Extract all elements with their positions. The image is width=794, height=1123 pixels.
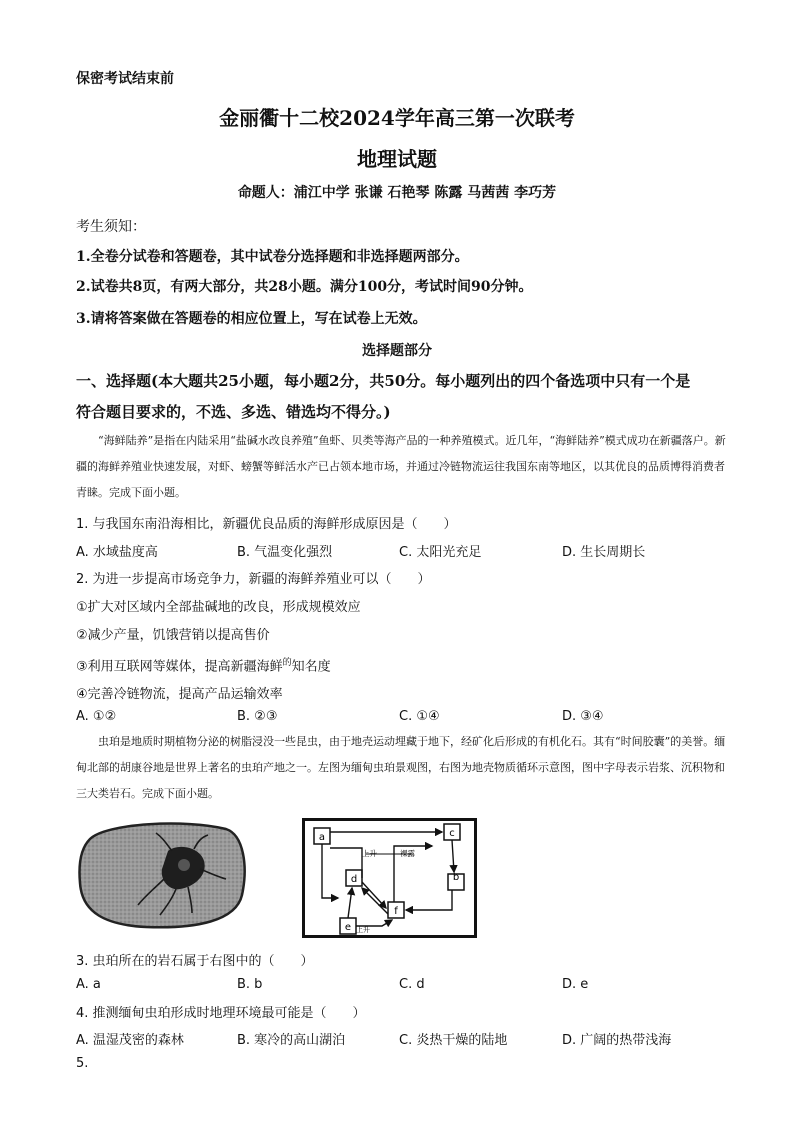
rock-cycle-diagram — [302, 818, 477, 938]
node-e: e — [344, 922, 352, 933]
question-2-stem: 2. 为进一步提高市场竞争力，新疆的海鲜养殖业可以（ ） — [76, 572, 431, 587]
q2-option-b: B. ②③ — [237, 709, 278, 724]
q3-option-c: C. d — [399, 977, 425, 992]
question-3-stem: 3. 虫珀所在的岩石属于右图中的（ ） — [76, 954, 314, 969]
question-5-stem: 5. — [76, 1056, 89, 1071]
q1-option-a: A. 水域盐度高 — [76, 545, 158, 560]
node-d: d — [350, 874, 358, 885]
q1-option-d: D. 生长周期长 — [562, 545, 646, 560]
question-1-stem: 1. 与我国东南沿海相比，新疆优良品质的海鲜形成原因是（ ） — [76, 517, 457, 532]
part1-instructions-line1: 一、选择题(本大题共25小题，每小题2分，共50分。每小题列出的四个备选项中只有一个是 — [76, 372, 691, 390]
node-f: f — [394, 906, 398, 917]
q2-item-3-part2: 知名度 — [291, 659, 331, 675]
q1-option-c: C. 太阳光充足 — [399, 545, 482, 560]
q3-option-d: D. e — [562, 977, 589, 992]
label-exposure: 裸露 — [400, 849, 415, 858]
label-uplift: 上升 — [362, 849, 377, 858]
q2-item-4: ④完善冷链物流，提高产品运输效率 — [76, 687, 283, 702]
notice-item-3: 3.请将答案做在答题卷的相应位置上，写在试卷上无效。 — [76, 311, 427, 327]
part1-instructions-line2: 符合题目要求的，不选、多选、错选均不得分。) — [76, 403, 391, 421]
passage-amber: 虫珀是地质时期植物分泌的树脂浸没一些昆虫，由于地壳运动埋藏于地下，经矿化后形成的有机化石。其有“时间胶囊”的美誉。缅甸北部的胡康谷地是世界上著名的虫珀产地之一。左图为缅甸虫珀景观图，右图为地壳物质循环示意图，图中字母表示岩浆、沉积物和三大类岩石。完成下面小题。 — [76, 735, 726, 800]
exam-title: 金丽衢十二校2024学年高三第一次联考 — [219, 106, 575, 130]
amber-photo — [76, 817, 248, 930]
label-uplift-2: 上升 — [356, 926, 370, 934]
subject-title: 地理试题 — [357, 147, 437, 171]
node-a: a — [318, 832, 326, 843]
notice-item-1: 1.全卷分试卷和答题卷，其中试卷分选择题和非选择题两部分。 — [76, 249, 469, 265]
confidential-note: 保密考试结束前 — [76, 71, 174, 87]
q2-item-3 — [76, 655, 331, 674]
q4-option-a: A. 温湿茂密的森林 — [76, 1033, 184, 1048]
authors-line: 命题人：浦江中学 张谦 石艳琴 陈露 马茜茜 李巧芳 — [237, 185, 557, 201]
q2-item-1: ①扩大对区域内全部盐碱地的改良，形成规模效应 — [76, 600, 361, 615]
node-c: c — [449, 828, 455, 839]
q2-option-c: C. ①④ — [399, 709, 440, 724]
q4-option-d: D. 广阔的热带浅海 — [562, 1033, 672, 1048]
q4-option-b: B. 寒冷的高山湖泊 — [237, 1033, 346, 1048]
q3-option-b: B. b — [237, 977, 263, 992]
q1-option-b: B. 气温变化强烈 — [237, 545, 333, 560]
node-b: b — [452, 872, 460, 883]
section-title: 选择题部分 — [362, 343, 432, 359]
notice-item-2: 2.试卷共8页，有两大部分，共28小题。满分100分，考试时间90分钟。 — [76, 279, 533, 295]
q3-option-a: A. a — [76, 977, 101, 992]
q2-item-3-part1: ③利用互联网等媒体，提高新疆海鲜 — [76, 659, 283, 675]
q2-option-a: A. ①② — [76, 709, 117, 724]
question-4-stem: 4. 推测缅甸虫珀形成时地理环境最可能是（ ） — [76, 1006, 366, 1021]
notice-heading: 考生须知： — [76, 219, 146, 235]
passage-seafood: “海鲜陆养”是指在内陆采用“盐碱水改良养殖”鱼虾、贝类等海产品的一种养殖模式。近几年，“海鲜陆养”模式成功在新疆落户。新疆的海鲜养殖业快速发展，对虾、螃蟹等鲜活水产已占领本地市场，并通过冷链物流运往我国东南等地区，以其优良的品质博得消费者青睐。完成下面小题。 — [76, 434, 726, 499]
q4-option-c: C. 炎热干燥的陆地 — [399, 1033, 508, 1048]
q2-option-d: D. ③④ — [562, 709, 604, 724]
q2-item-2: ②减少产量，饥饿营销以提高售价 — [76, 628, 270, 643]
q2-item-3-superscript: 的 — [282, 658, 292, 668]
